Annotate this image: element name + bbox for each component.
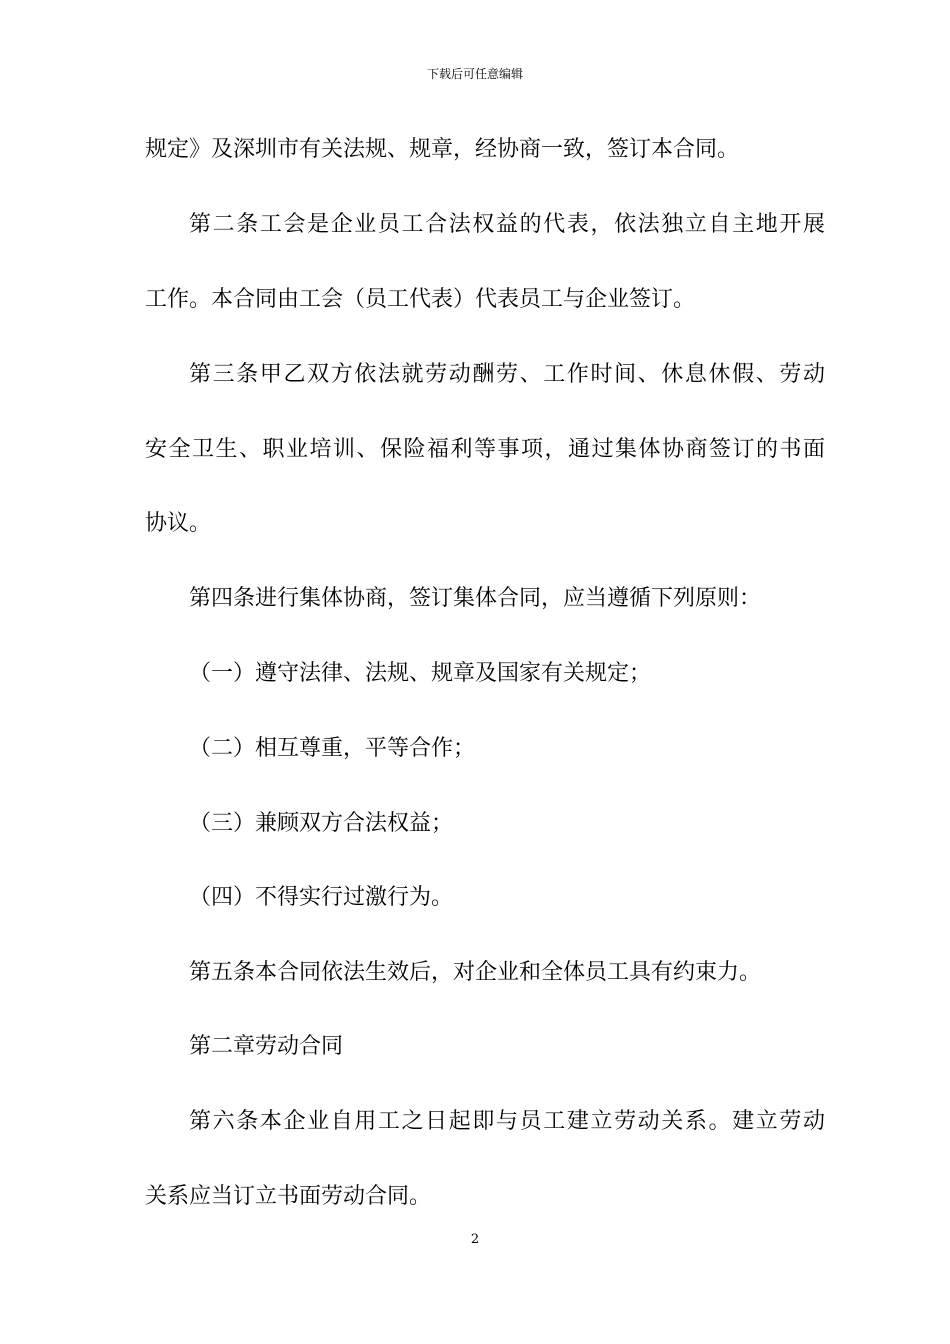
text-line: 第三条甲乙双方依法就劳动酬劳、工作时间、休息休假、劳动 — [189, 362, 825, 387]
header-note: 下载后可任意编辑 — [426, 67, 523, 81]
text-line: 协议。 — [145, 511, 212, 536]
text-line: （四）不得实行过激行为。 — [189, 885, 454, 910]
text-line: （一）遵守法律、法规、规章及国家有关规定； — [189, 661, 652, 686]
text-line: （三）兼顾双方合法权益； — [189, 811, 454, 836]
text-line: 第二条工会是企业员工合法权益的代表，依法独立自主地开展 — [189, 212, 825, 237]
text-line: 安全卫生、职业培训、保险福利等事项，通过集体协商签订的书面 — [145, 437, 825, 462]
text-line: 第四条进行集体协商，签订集体合同，应当遵循下列原则： — [189, 586, 762, 611]
text-line: 工作。本合同由工会（员工代表）代表员工与企业签订。 — [145, 287, 696, 312]
page-number: 2 — [470, 1232, 480, 1247]
section-heading: 第二章劳动合同 — [189, 1034, 344, 1059]
text-line: 规定》及深圳市有关法规、规章，经协商一致，签订本合同。 — [145, 137, 740, 162]
text-line: 第六条本企业自用工之日起即与员工建立劳动关系。建立劳动 — [189, 1109, 825, 1134]
text-line: （二）相互尊重，平等合作； — [189, 736, 476, 761]
text-line: 第五条本合同依法生效后，对企业和全体员工具有约束力。 — [189, 960, 762, 985]
text-line: 关系应当订立书面劳动合同。 — [145, 1184, 432, 1209]
